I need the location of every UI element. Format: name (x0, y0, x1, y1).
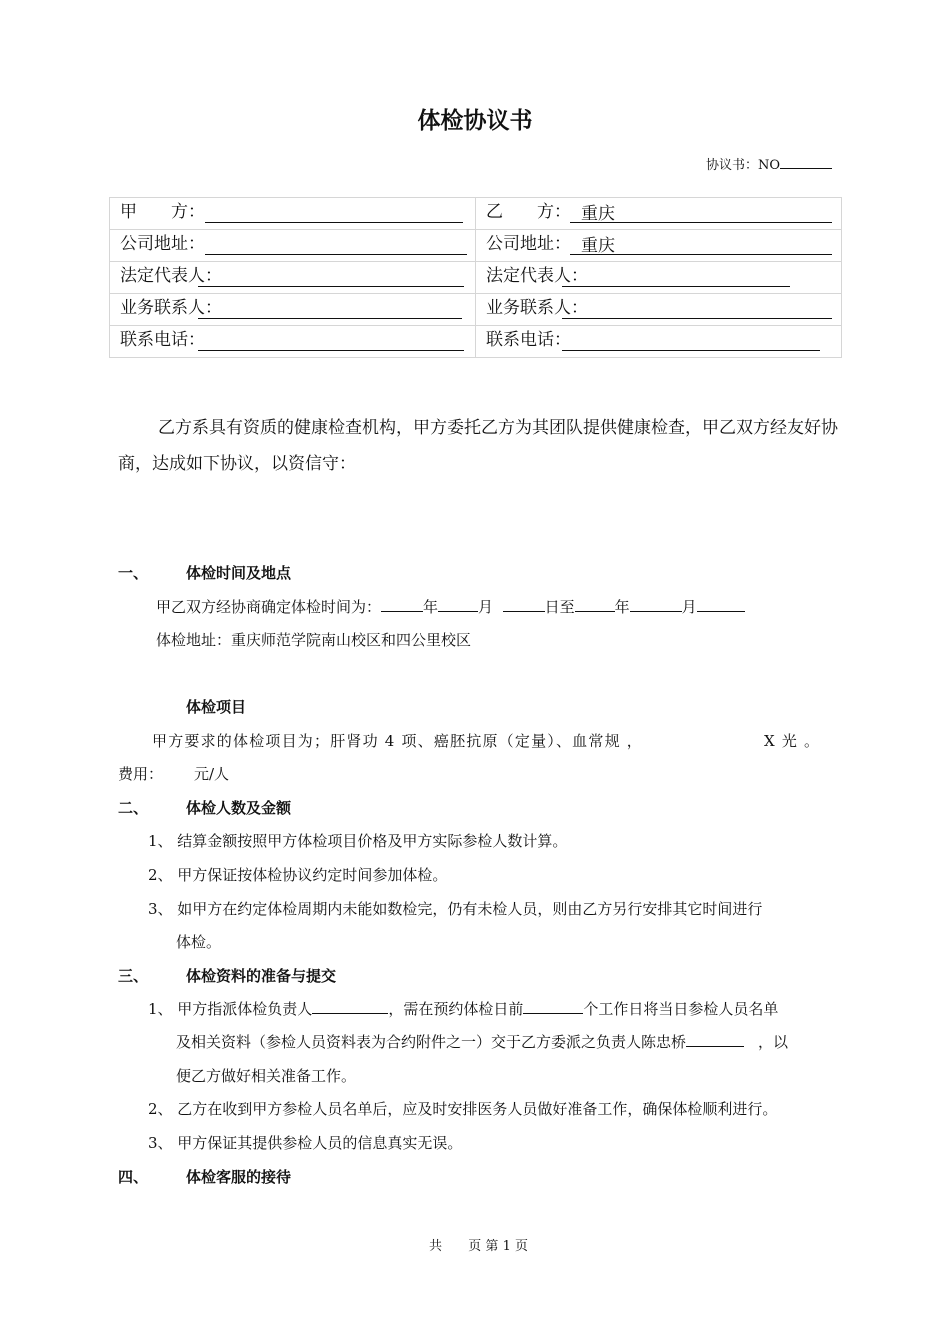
party-b-address-label: 公司地址： (486, 234, 571, 254)
party-a-phone-label: 联系电话： (120, 330, 205, 350)
section3-item2: 2、 乙方在收到甲方参检人员名单后，应及时安排医务人员做好准备工作，确保体检顺利进行。 (148, 1100, 778, 1118)
start-day-blank[interactable] (503, 599, 545, 612)
party-b-phone-blank (562, 350, 820, 351)
party-a-legal-rep-cell[interactable] (109, 262, 475, 293)
party-a-address-label: 公司地址： (120, 234, 205, 254)
fee-unit: 元/人 (194, 765, 230, 783)
party-b-legal-rep-label: 法定代表人： (486, 266, 588, 286)
section3-item1-part3: 个工作日将当日参检人员名单 (583, 1000, 779, 1018)
party-a-legal-rep-blank (198, 286, 464, 287)
section2-number: 二、 (118, 799, 149, 817)
contact-phone-blank[interactable] (686, 1034, 744, 1047)
end-year-blank[interactable] (575, 599, 615, 612)
start-month-blank[interactable] (438, 599, 478, 612)
party-row-address (109, 229, 842, 261)
end-month-blank[interactable] (630, 599, 682, 612)
party-a-contact-cell[interactable] (109, 294, 475, 325)
section3-item3: 3、 甲方保证其提供参检人员的信息真实无误。 (148, 1134, 463, 1152)
party-row-name (109, 197, 842, 229)
end-day-blank[interactable] (697, 599, 745, 612)
section3-item1-line2 (176, 1031, 788, 1052)
section2-item3-line2: 体检。 (176, 933, 222, 951)
party-b-name-value: 重庆 (581, 204, 615, 224)
section3-title: 体检资料的准备与提交 (186, 967, 337, 985)
party-row-contact (109, 293, 842, 325)
exam-time-line (156, 596, 745, 617)
party-b-phone-cell[interactable] (475, 326, 842, 357)
party-b-legal-rep-cell[interactable] (475, 262, 842, 293)
agreement-number-blank[interactable] (780, 158, 832, 169)
party-a-name-cell[interactable] (109, 198, 475, 229)
party-b-legal-rep-blank (562, 286, 790, 287)
day-to-label: 日至 (544, 598, 575, 616)
end-year-label: 年 (614, 598, 630, 616)
start-year-blank[interactable] (381, 599, 423, 612)
party-b-address-cell[interactable] (475, 230, 842, 261)
section3-item1-part4: 及相关资料（参检人员资料表为合约附件之一）交于乙方委派之负责人陈忠桥 (176, 1033, 687, 1051)
section3-item1-part2: ，需在预约体检日前 (388, 1000, 524, 1018)
fee-label: 费用： (118, 765, 164, 783)
exam-time-prefix: 甲乙双方经协商确定体检时间为： (156, 598, 382, 616)
exam-address: 体检地址：重庆师范学院南山校区和四公里校区 (156, 631, 472, 649)
section3-item1-part5: ，以 (758, 1033, 789, 1051)
section2-item2: 2、 甲方保证按体检协议约定时间参加体检。 (148, 866, 448, 884)
party-a-address-blank (205, 254, 467, 255)
intro-paragraph: 乙方系具有资质的健康检查机构，甲方委托乙方为其团队提供健康检查，甲乙双方经友好协商，达成如下协议，以资信守： (118, 418, 838, 474)
start-month-label: 月 (478, 598, 494, 616)
page-footer (429, 1235, 528, 1254)
section4-title: 体检客服的接待 (186, 1168, 292, 1186)
exam-items-title: 体检项目 (186, 698, 247, 716)
party-a-contact-blank (198, 318, 462, 319)
agreement-number (706, 154, 832, 173)
section2-item3-line1: 3、 如甲方在约定体检周期内未能如数检完，仍有未检人员，则由乙方另行安排其它时间进行 (148, 900, 763, 918)
party-b-name-label: 乙 方： (486, 202, 571, 222)
section1-number: 一、 (118, 564, 149, 582)
section4-number: 四、 (118, 1168, 149, 1186)
party-a-address-cell[interactable] (109, 230, 475, 261)
party-row-legal-rep (109, 261, 842, 293)
section3-item1-line1 (148, 998, 778, 1019)
exam-manager-blank[interactable] (312, 1001, 388, 1014)
page-title: 体检协议书 (417, 108, 533, 134)
party-a-legal-rep-label: 法定代表人： (120, 266, 222, 286)
parties-table (109, 197, 842, 358)
section3-item1-line3: 便乙方做好相关准备工作。 (176, 1067, 357, 1085)
footer-page-number: 1 (502, 1239, 511, 1254)
section2-title: 体检人数及金额 (186, 799, 292, 817)
footer-total: 共 (429, 1239, 443, 1254)
party-row-phone (109, 325, 842, 358)
section3-number: 三、 (118, 967, 149, 985)
start-year-label: 年 (423, 598, 439, 616)
section1-title: 体检时间及地点 (186, 564, 292, 582)
party-b-contact-label: 业务联系人： (486, 298, 588, 318)
footer-page: 页 第 (468, 1239, 499, 1254)
party-b-address-value: 重庆 (581, 236, 615, 256)
section2-item1: 1、 结算金额按照甲方体检项目价格及甲方实际参检人数计算。 (148, 832, 568, 850)
end-month-label: 月 (681, 598, 697, 616)
party-b-phone-label: 联系电话： (486, 330, 571, 350)
working-days-blank[interactable] (523, 1001, 583, 1014)
party-a-name-blank (205, 222, 463, 223)
party-a-contact-label: 业务联系人： (120, 298, 222, 318)
section3-item1-part1: 1、 甲方指派体检负责人 (148, 1000, 313, 1018)
footer-page-end: 页 (515, 1239, 529, 1254)
party-b-contact-blank (562, 318, 832, 319)
exam-items-line: 甲方要求的体检项目为；肝肾功 4 项、癌胚抗原（定量）、血常规 ， (152, 732, 643, 750)
party-b-name-cell[interactable] (475, 198, 842, 229)
party-a-name-label: 甲 方： (120, 202, 205, 222)
agreement-number-label: 协议书：NO (705, 158, 780, 173)
party-b-contact-cell[interactable] (475, 294, 842, 325)
exam-items-xray: X 光 。 (764, 732, 821, 750)
party-a-phone-cell[interactable] (109, 326, 475, 357)
party-a-phone-blank (198, 350, 464, 351)
